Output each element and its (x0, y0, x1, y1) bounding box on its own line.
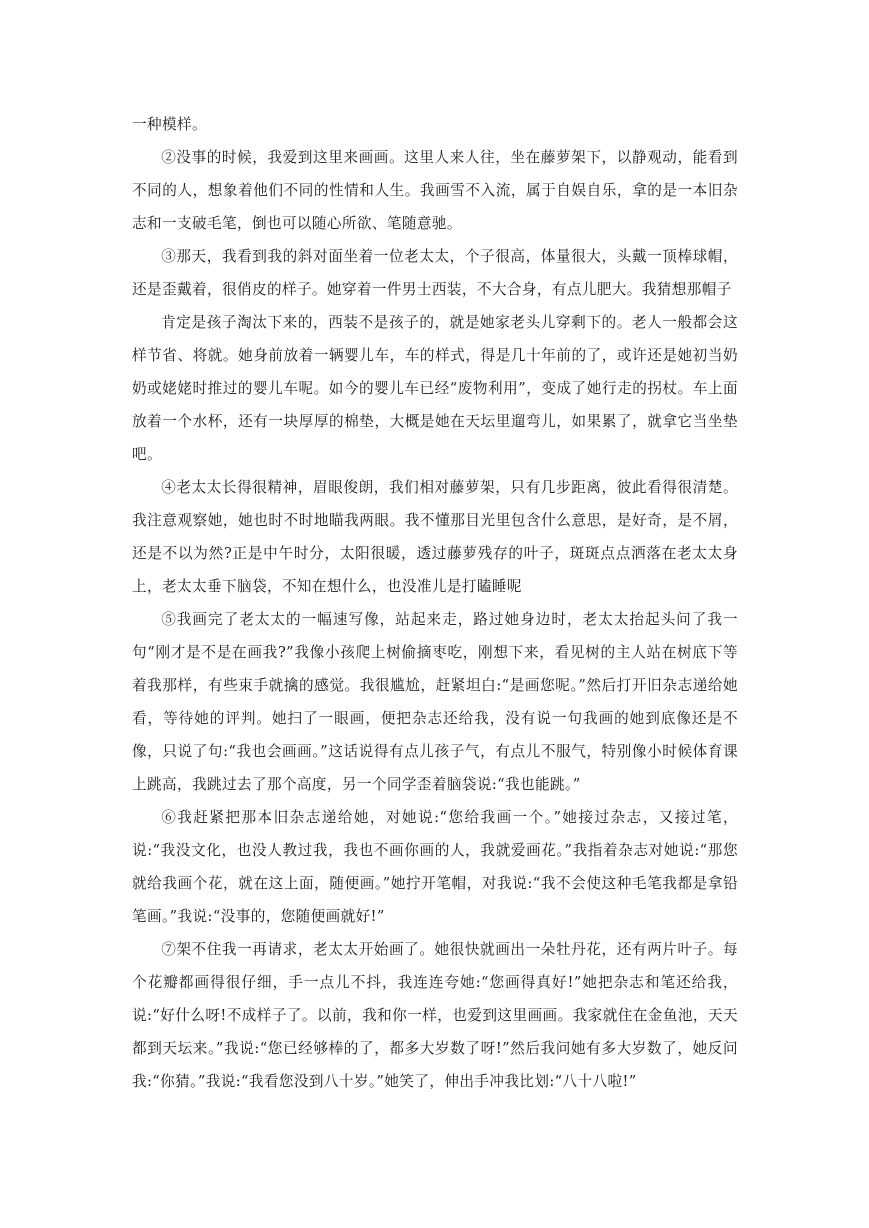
paragraph-2: ②没事的时候，我爱到这里来画画。这里人来人往，坐在藤萝架下，以静观动，能看到不同的人，想象着他们不同的性情和人生。我画雪不入流，属于自娱自乐，拿的是一本旧杂志和一支破毛笔，倒也可以随心所欲、笔随意驰。 (132, 149, 738, 232)
paragraph-3: ③那天，我看到我的斜对面坐着一位老太太，个子很高，体量很大，头戴一顶棒球帽，还是歪戴着，很俏皮的样子。她穿着一件男士西装，不大合身，有点儿肥大。我猜想那帽子 (132, 248, 738, 298)
paragraph-1-continuation: 一种模样。 (132, 116, 207, 133)
paragraph-3-continued: 肯定是孩子淘汰下来的，西装不是孩子的，就是她家老头儿穿剩下的。老人一般都会这样节省、将就。她身前放着一辆婴儿车，车的样式，得是几十年前的了，或许还是她初当奶奶或姥姥时推过的婴儿车呢。如今的婴儿车已经“废物利用”，变成了她行走的拐杖。车上面放着一个水杯，还有一块厚厚的棉垫，大概是她在天坛里遛弯儿，如果累了，就拿它当坐垫吧。 (132, 314, 738, 463)
document-page (132, 108, 738, 1098)
paragraph-7: ⑦架不住我一再请求，老太太开始画了。她很快就画出一朵牡丹花，还有两片叶子。每个花瓣都画得很仔细，手一点儿不抖，我连连夸她:“您画得真好!”她把杂志和笔还给我，说:“好什么呀!不成样子了。以前，我和你一样，也爱到这里画画。我家就住在金鱼池，天天都到天坛来。”我说:“您已经够棒的了，都多大岁数了呀!”然后我问她有多大岁数了，她反问我:“你猜。”我说:“我看您没到八十岁。”她笑了，伸出手冲我比划:“八十八啦!” (132, 941, 738, 1090)
paragraph-4: ④老太太长得很精神，眉眼俊朗，我们相对藤萝架，只有几步距离，彼此看得很清楚。我注意观察她，她也时不时地瞄我两眼。我不懂那目光里包含什么意思，是好奇，是不屑，还是不以为然?正是中午时分，太阳很暖，透过藤萝残存的叶子，斑斑点点洒落在老太太身上，老太太垂下脑袋，不知在想什么，也没准儿是打瞌睡呢 (132, 479, 738, 595)
paragraph-6: ⑥我赶紧把那本旧杂志递给她，对她说:“您给我画一个。”她接过杂志，又接过笔，说:“我没文化，也没人教过我，我也不画你画的人，我就爱画花。”我指着杂志对她说:“那您就给我画个花，就在这上面，随便画。”她拧开笔帽，对我说:“我不会使这种毛笔我都是拿铅笔画。”我说:“没事的，您随便画就好!” (132, 809, 738, 925)
paragraph-5: ⑤我画完了老太太的一幅速写像，站起来走，路过她身边时，老太太抬起头问了我一句“刚才是不是在画我?”我像小孩爬上树偷摘枣吃，刚想下来，看见树的主人站在树底下等着我那样，有些束手就擒的感觉。我很尴尬，赶紧坦白:“是画您呢。”然后打开旧杂志递给她看，等待她的评判。她扫了一眼画，便把杂志还给我，没有说一句我画的她到底像还是不像，只说了句:“我也会画画。”这话说得有点儿孩子气，有点儿不服气，特别像小时候体育课上跳高，我跳过去了那个高度，另一个同学歪着脑袋说:“我也能跳。” (132, 611, 738, 793)
